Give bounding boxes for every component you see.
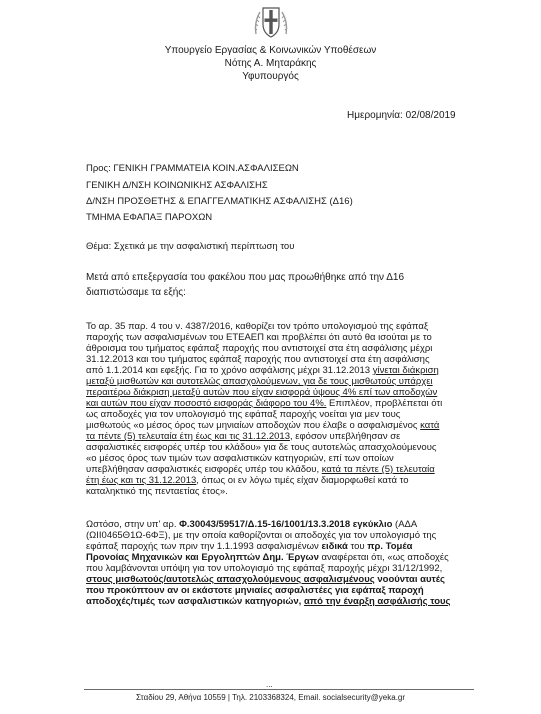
- recipient-line-3: Δ/ΝΣΗ ΠΡΟΣΘΕΤΗΣ & ΕΠΑΓΓΕΛΜΑΤΙΚΗΣ ΑΣΦΑΛΙΣΗΣ (Δ16): [86, 196, 353, 207]
- paragraph-1-line: μισθωτούς «ο μέσος όρος των μηνιαίων αποδοχών που έλαβε ο ασφαλισμένος κατά: [86, 420, 440, 431]
- paragraph-1-line: καταληκτικό της πενταετίας έτος».: [86, 486, 228, 497]
- paragraph-2-line: στους μισθωτούς/αυτοτελώς απασχολούμενους ασφαλισμένους νοούνται αυτές: [86, 574, 445, 585]
- paragraph-1-line: παροχής των ασφαλισμένων του ΕΤΕΑΕΠ και προβλέπει ότι αυτό θα ισούται με το: [86, 332, 432, 343]
- paragraph-2-line: που λαμβάνονται υπόψη για τον υπολογισμό της εφάπαξ παροχής μέχρι 31/12/1992,: [86, 563, 443, 574]
- footer-divider: [84, 689, 474, 690]
- paragraph-1-line: άθροισμα του τμήματος εφάπαξ παροχής που αντιστοιχεί στα έτη ασφάλισης μέχρι: [86, 343, 433, 354]
- paragraph-1-line: και αυτών που είχαν ποσοστό εισφοράς διάφορο του 4%. Επιπλέον, προβλέπεται ότι: [86, 398, 443, 409]
- paragraph-1-line: υπεβλήθησαν ασφαλιστικές εισφορές υπέρ του κλάδου, κατά τα πέντε (5) τελευταία: [86, 464, 435, 475]
- paragraph-2-line: (ΩΙΙ0465Θ1Ω-6ΦΞ), με την οποία καθορίζονται οι αποδοχές για τον υπολογισμό της: [86, 530, 437, 541]
- paragraph-1-line: τα πέντε (5) τελευταία έτη έως και τις 31.12.2013, εφόσον υπεβλήθησαν σε: [86, 431, 401, 442]
- paragraph-1-underlined-line: μεταξύ μισθωτών και αυτοτελώς απασχολούμενων, για δε τους μισθωτούς υπάρχει: [86, 376, 433, 387]
- recipient-line-2: ΓΕΝΙΚΗ Δ/ΝΣΗ ΚΟΙΝΩΝΙΚΗΣ ΑΣΦΑΛΙΣΗΣ: [86, 180, 268, 191]
- paragraph-2-line: αποδοχές/τιμές των ασφαλιστικών κατηγοριών, από την έναρξη ασφάλισής τους: [86, 596, 451, 607]
- signatory-name: Νότης Α. Μηταράκης: [224, 58, 317, 69]
- paragraph-2-line: Ωστόσο, στην υπ' αρ. Φ.30043/59517/Δ.15-16/1001/13.3.2018 εγκύκλιο (ΑΔΑ: [86, 519, 418, 530]
- paragraph-2-line: Προνοίας Μηχανικών και Εργοληπτών Δημ. Έργων αναφέρεται ότι, «ως αποδοχές: [86, 552, 449, 563]
- paragraph-1-line: 31.12.2013 και του τμήματος εφάπαξ παροχής που αντιστοιχεί στα έτη ασφάλισης: [86, 354, 430, 365]
- ministry-name: Υπουργείο Εργασίας & Κοινωνικών Υποθέσεων: [164, 45, 377, 56]
- paragraph-2-line: εφάπαξ παροχής των πριν την 1.1.1993 ασφαλισμένων ειδικά του πρ. Τομέα: [86, 541, 413, 552]
- hellenic-coat-of-arms-icon: [252, 4, 290, 40]
- subject-line: Θέμα: Σχετικά με την ασφαλιστική περίπτωση του: [86, 241, 295, 252]
- footer-address: Σταδίου 29, Αθήνα 10559 | Τηλ. 2103368324, Email. socialsecurity@yeka.gr: [135, 693, 406, 702]
- paragraph-1-line: «ο μέσος όρος των τιμών των ασφαλιστικών κατηγοριών, επί των οποίων: [86, 453, 394, 464]
- paragraph-1-line: από 1.1.2014 και εφεξής. Για το χρόνο ασφάλισης μέχρι 31.12.2013 γίνεται διάκριση: [86, 365, 439, 376]
- paragraph-1-line: ως αποδοχές για τον υπολογισμό της εφάπαξ παροχής νοείται για μεν τους: [86, 409, 401, 420]
- intro-line-2: διαπιστώσαμε τα εξής:: [86, 287, 186, 298]
- paragraph-1-line: έτη έως και τις 31.12.2013, όπως οι εν λόγω τιμές είχαν διαμορφωθεί κατά το: [86, 475, 409, 486]
- recipient-line-1: Προς: ΓΕΝΙΚΗ ΓΡΑΜΜΑΤΕΙΑ ΚΟΙΝ.ΑΣΦΑΛΙΣΕΩΝ: [86, 163, 299, 174]
- intro-line-1: Μετά από επεξεργασία του φακέλου που μας προωθήθηκε από την Δ16: [86, 272, 405, 283]
- paragraph-1-underlined-line: περαιτέρω διάκριση μεταξύ αυτών που είχαν εισφορά ύψους 4% επί των αποδοχών: [86, 387, 438, 398]
- paragraph-1-line: Το αρ. 35 παρ. 4 του ν. 4387/2016, καθορίζει τον τρόπο υπολογισμού της εφάπαξ: [86, 321, 429, 332]
- page-continuation-dots: ...: [266, 680, 273, 689]
- recipient-line-4: ΤΜΗΜΑ ΕΦΑΠΑΞ ΠΑΡΟΧΩΝ: [86, 212, 213, 223]
- paragraph-2-line: που προκύπτουν αν οι εκάστοτε μηνιαίες ασφαλιστέες για εφάπαξ παροχή: [86, 585, 424, 596]
- paragraph-1-line: ασφαλιστικές εισφορές υπέρ του κλάδου» για δε τους αυτοτελώς απασχολούμενους: [86, 442, 437, 453]
- document-date: Ημερομηνία: 02/08/2019: [347, 110, 456, 121]
- signatory-role: Υφυπουργός: [242, 71, 299, 82]
